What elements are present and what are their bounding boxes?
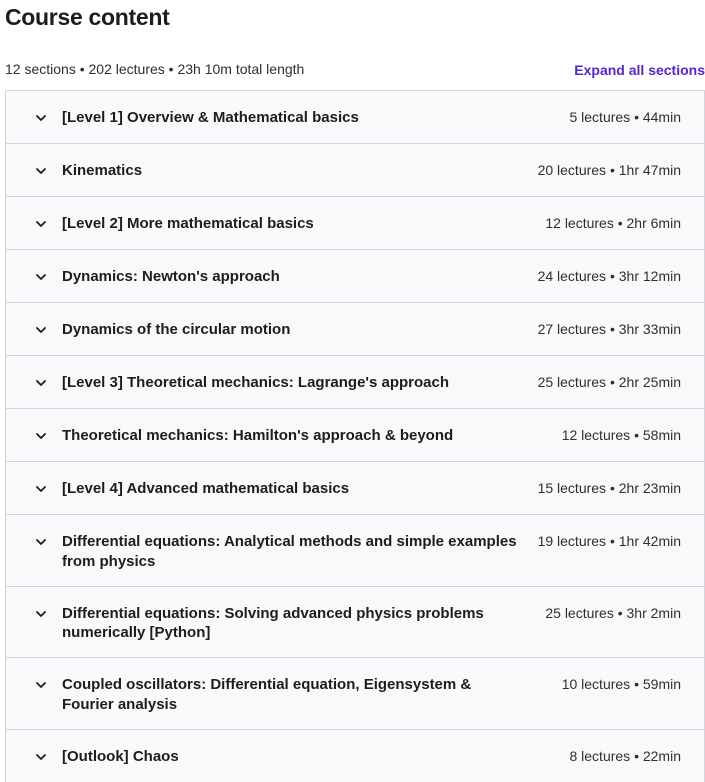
section-item[interactable] <box>6 144 704 197</box>
section-title: Theoretical mechanics: Hamilton's approach & beyond <box>62 427 454 444</box>
section-item[interactable] <box>6 658 704 730</box>
section-meta: 20 lectures • 1hr 47min <box>537 162 681 178</box>
section-meta: 12 lectures • 2hr 6min <box>545 215 681 231</box>
section-title: [Outlook] Chaos <box>62 747 179 765</box>
chevron-down-icon <box>34 323 48 337</box>
chevron-down-icon <box>34 111 48 125</box>
section-title: [Level 2] More mathematical basics <box>62 215 314 232</box>
section-item[interactable] <box>6 462 704 515</box>
section-title: [Level 3] Theoretical mechanics: Lagrange's approach <box>62 374 450 391</box>
section-title: [Level 4] Advanced mathematical basics <box>62 480 350 497</box>
chevron-down-icon <box>34 376 48 390</box>
section-meta: 12 lectures • 58min <box>561 427 681 443</box>
chevron-down-icon <box>34 164 48 178</box>
section-meta: 5 lectures • 44min <box>569 109 681 125</box>
section-meta: 19 lectures • 1hr 42min <box>537 533 681 549</box>
chevron-down-icon <box>34 217 48 231</box>
section-item[interactable] <box>6 91 704 144</box>
section-item[interactable] <box>6 730 704 782</box>
chevron-down-icon <box>34 535 48 549</box>
section-title: Dynamics: Newton's approach <box>62 268 280 285</box>
section-meta: 10 lectures • 59min <box>561 676 681 692</box>
section-title: Differential equations: Analytical methods and simple examples from physics <box>62 533 517 570</box>
section-item[interactable] <box>6 515 704 587</box>
course-summary: 12 sections • 202 lectures • 23h 10m total length <box>5 61 305 77</box>
section-item[interactable] <box>6 197 704 250</box>
section-meta: 25 lectures • 2hr 25min <box>537 374 681 390</box>
section-meta: 15 lectures • 2hr 23min <box>537 480 681 496</box>
section-item[interactable] <box>6 250 704 303</box>
chevron-down-icon <box>34 429 48 443</box>
section-meta: 25 lectures • 3hr 2min <box>545 604 681 621</box>
chevron-down-icon <box>34 750 48 764</box>
expand-all-sections-button[interactable]: Expand all sections <box>574 62 705 78</box>
section-title: Coupled oscillators: Differential equation, Eigensystem & Fourier analysis <box>62 676 472 713</box>
page-title: Course content <box>5 4 170 30</box>
chevron-down-icon <box>34 678 48 692</box>
section-title: Kinematics <box>62 162 143 179</box>
section-title: Dynamics of the circular motion <box>62 321 291 338</box>
section-item[interactable] <box>6 409 704 462</box>
section-item[interactable] <box>6 587 704 659</box>
section-meta: 24 lectures • 3hr 12min <box>537 268 681 284</box>
section-list <box>5 90 705 782</box>
chevron-down-icon <box>34 482 48 496</box>
section-meta: 8 lectures • 22min <box>569 747 681 764</box>
chevron-down-icon <box>34 270 48 284</box>
section-item[interactable] <box>6 303 704 356</box>
section-title: Differential equations: Solving advanced physics problems numerically [Python] <box>62 604 484 641</box>
section-meta: 27 lectures • 3hr 33min <box>537 321 681 337</box>
section-title: [Level 1] Overview & Mathematical basics <box>62 109 359 126</box>
chevron-down-icon <box>34 607 48 621</box>
course-summary-row <box>5 61 705 81</box>
section-item[interactable] <box>6 356 704 409</box>
